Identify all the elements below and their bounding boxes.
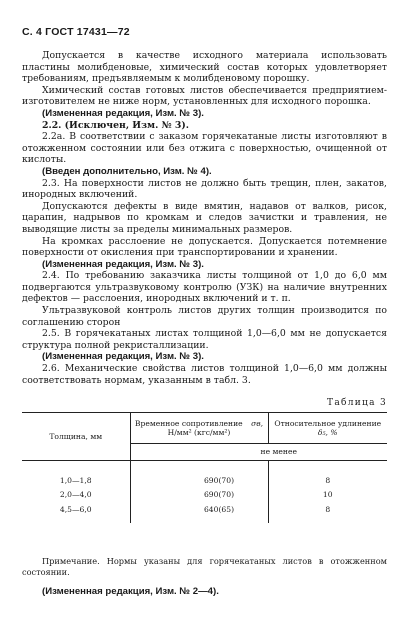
- clause-2-2: 2.2. (Исключен, Изм. № 3).: [42, 119, 190, 131]
- paragraph: Допускаются дефекты в виде вмятин, надавов от валков, рисок, царапин, надрывов по кромкам и следов зачистки и травления, не выводящие листы за пределы минимальных размеров.: [22, 200, 387, 235]
- paragraph: На кромках расслоение не допускается. Допускается потемнение поверхности от окисления при транспортировании и хранении.: [22, 235, 387, 259]
- cell-elongation: 8: [325, 504, 331, 514]
- header-thickness: Толщина, мм: [22, 413, 130, 461]
- paragraph: Химический состав готовых листов обеспечивается предприятием-изготовителем не ниже норм, установленных для исходного порошка.: [22, 84, 387, 108]
- table-header-row: [22, 413, 387, 444]
- subheader-not-less: не менее: [130, 444, 387, 461]
- table-row: [22, 487, 387, 502]
- table-row: [22, 461, 387, 488]
- clause-2-6: 2.6. Механические свойства листов толщиной 1,0—6,0 мм должны соответствовать нормам, указанным в табл. 3.: [22, 363, 387, 386]
- amendment-note-final: (Измененная редакция, Изм. № 2—4).: [42, 586, 219, 597]
- clause-2-4: 2.4. По требованию заказчика листы толщиной от 1,0 до 6,0 мм подвергаются ультразвуковому контролю (УЗК) на наличие внутренних дефектов — расслоения, инородных включений и т. п.: [22, 270, 387, 305]
- amendment-note: (Измененная редакция, Изм. № 3).: [42, 351, 204, 363]
- paragraph: Ультразвуковой контроль листов других толщин производится по соглашению сторон: [22, 305, 387, 328]
- table-note: Примечание. Нормы указаны для горячекатаных листов в отожженном состоянии.: [22, 556, 387, 577]
- cell-thickness: 2,0—4,0: [22, 487, 130, 502]
- table-row: [22, 502, 387, 523]
- header-elongation-label: Относительное удлинение: [274, 418, 382, 428]
- clause-2-2a: 2.2а. В соответствии с заказом горячекатаные листы изготовляют в отожженном состоянии или без отжига с поверхностью, очищенной от кислоты.: [22, 131, 387, 166]
- header-elongation: [268, 413, 387, 444]
- cell-elongation: 10: [322, 489, 333, 499]
- cell-strength: 690(70): [130, 461, 268, 488]
- cell-thickness: 1,0—1,8: [22, 461, 130, 488]
- document-body: [22, 50, 387, 386]
- header-tensile-strength-label: Временное сопротивление: [134, 418, 243, 428]
- header-tensile-strength: [130, 413, 268, 444]
- mechanical-properties-table: [22, 412, 387, 523]
- clause-2-3: 2.3. На поверхности листов не должно быть трещин, плен, закатов, инородных включений.: [22, 177, 387, 201]
- amendment-note: (Измененная редакция, Изм. № 3).: [42, 107, 204, 119]
- clause-2-5: 2.5. В горячекатаных листах толщиной 1,0—6,0 мм не допускается структура полной рекристаллизации.: [22, 328, 387, 351]
- table-caption: Таблица 3: [327, 398, 387, 408]
- cell-elongation: 8: [325, 476, 331, 486]
- cell-thickness: 4,5—6,0: [22, 502, 130, 523]
- header-elongation-unit: δ₅, %: [317, 428, 338, 437]
- paragraph: Допускается в качестве исходного материала использовать пластины молибденовые, химический состав которых удовлетворяет требованиям, предъявляемым к молибденовому порошку.: [22, 50, 387, 85]
- sigma-symbol: σв,: [251, 418, 264, 428]
- cell-strength: 640(65): [130, 502, 268, 523]
- page-header: С. 4 ГОСТ 17431—72: [22, 26, 130, 38]
- amendment-note: (Введен дополнительно, Изм. № 4).: [42, 165, 212, 177]
- amendment-note: (Измененная редакция, Изм. № 3).: [42, 258, 204, 270]
- cell-strength: 690(70): [130, 487, 268, 502]
- header-tensile-strength-unit: Н/мм² (кгс/мм²): [167, 428, 231, 437]
